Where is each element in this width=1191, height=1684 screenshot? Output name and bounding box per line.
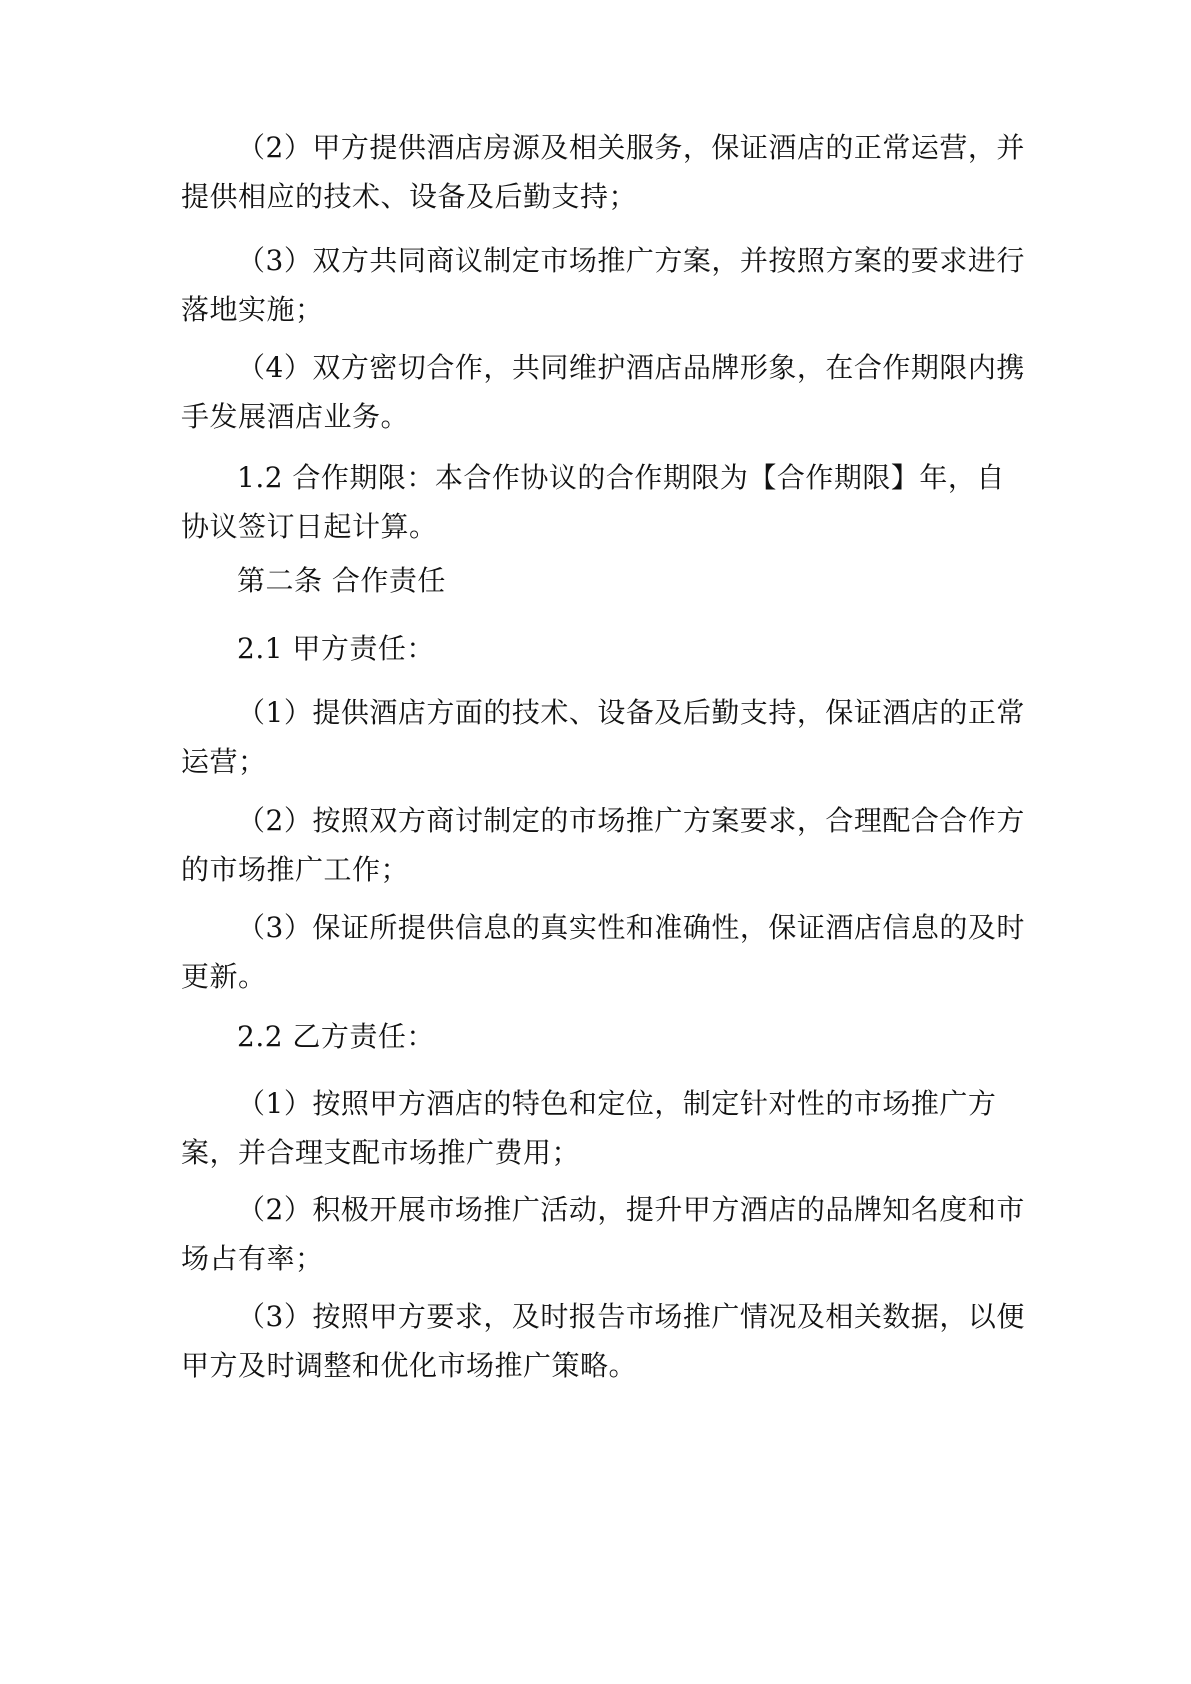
- party-a-item-1: （1）提供酒店方面的技术、设备及后勤支持，保证酒店的正常运营；: [181, 696, 1025, 778]
- clause-1-item-2: （2）甲方提供酒店房源及相关服务，保证酒店的正常运营，并提供相应的技术、设备及后勤支持；: [181, 131, 1025, 213]
- clause-1-2-term: 1.2 合作期限：本合作协议的合作期限为【合作期限】年，自协议签订日起计算。: [181, 461, 1005, 543]
- party-a-item-3: （3）保证所提供信息的真实性和准确性，保证酒店信息的及时更新。: [181, 911, 1025, 993]
- clause-1-item-4: （4）双方密切合作，共同维护酒店品牌形象，在合作期限内携手发展酒店业务。: [181, 351, 1025, 433]
- party-b-item-2: （2）积极开展市场推广活动，提升甲方酒店的品牌知名度和市场占有率；: [181, 1193, 1025, 1275]
- section-2-1-heading: 2.1 甲方责任：: [237, 632, 435, 665]
- clause-1-item-3: （3）双方共同商议制定市场推广方案，并按照方案的要求进行落地实施；: [181, 244, 1025, 326]
- party-a-item-2: （2）按照双方商讨制定的市场推广方案要求，合理配合合作方的市场推广工作；: [181, 804, 1025, 886]
- article-2-heading: 第二条 合作责任: [237, 564, 446, 597]
- party-b-item-3: （3）按照甲方要求，及时报告市场推广情况及相关数据，以便甲方及时调整和优化市场推广策略。: [181, 1300, 1025, 1382]
- party-b-item-1: （1）按照甲方酒店的特色和定位，制定针对性的市场推广方案，并合理支配市场推广费用；: [181, 1087, 997, 1169]
- section-2-2-heading: 2.2 乙方责任：: [237, 1020, 435, 1053]
